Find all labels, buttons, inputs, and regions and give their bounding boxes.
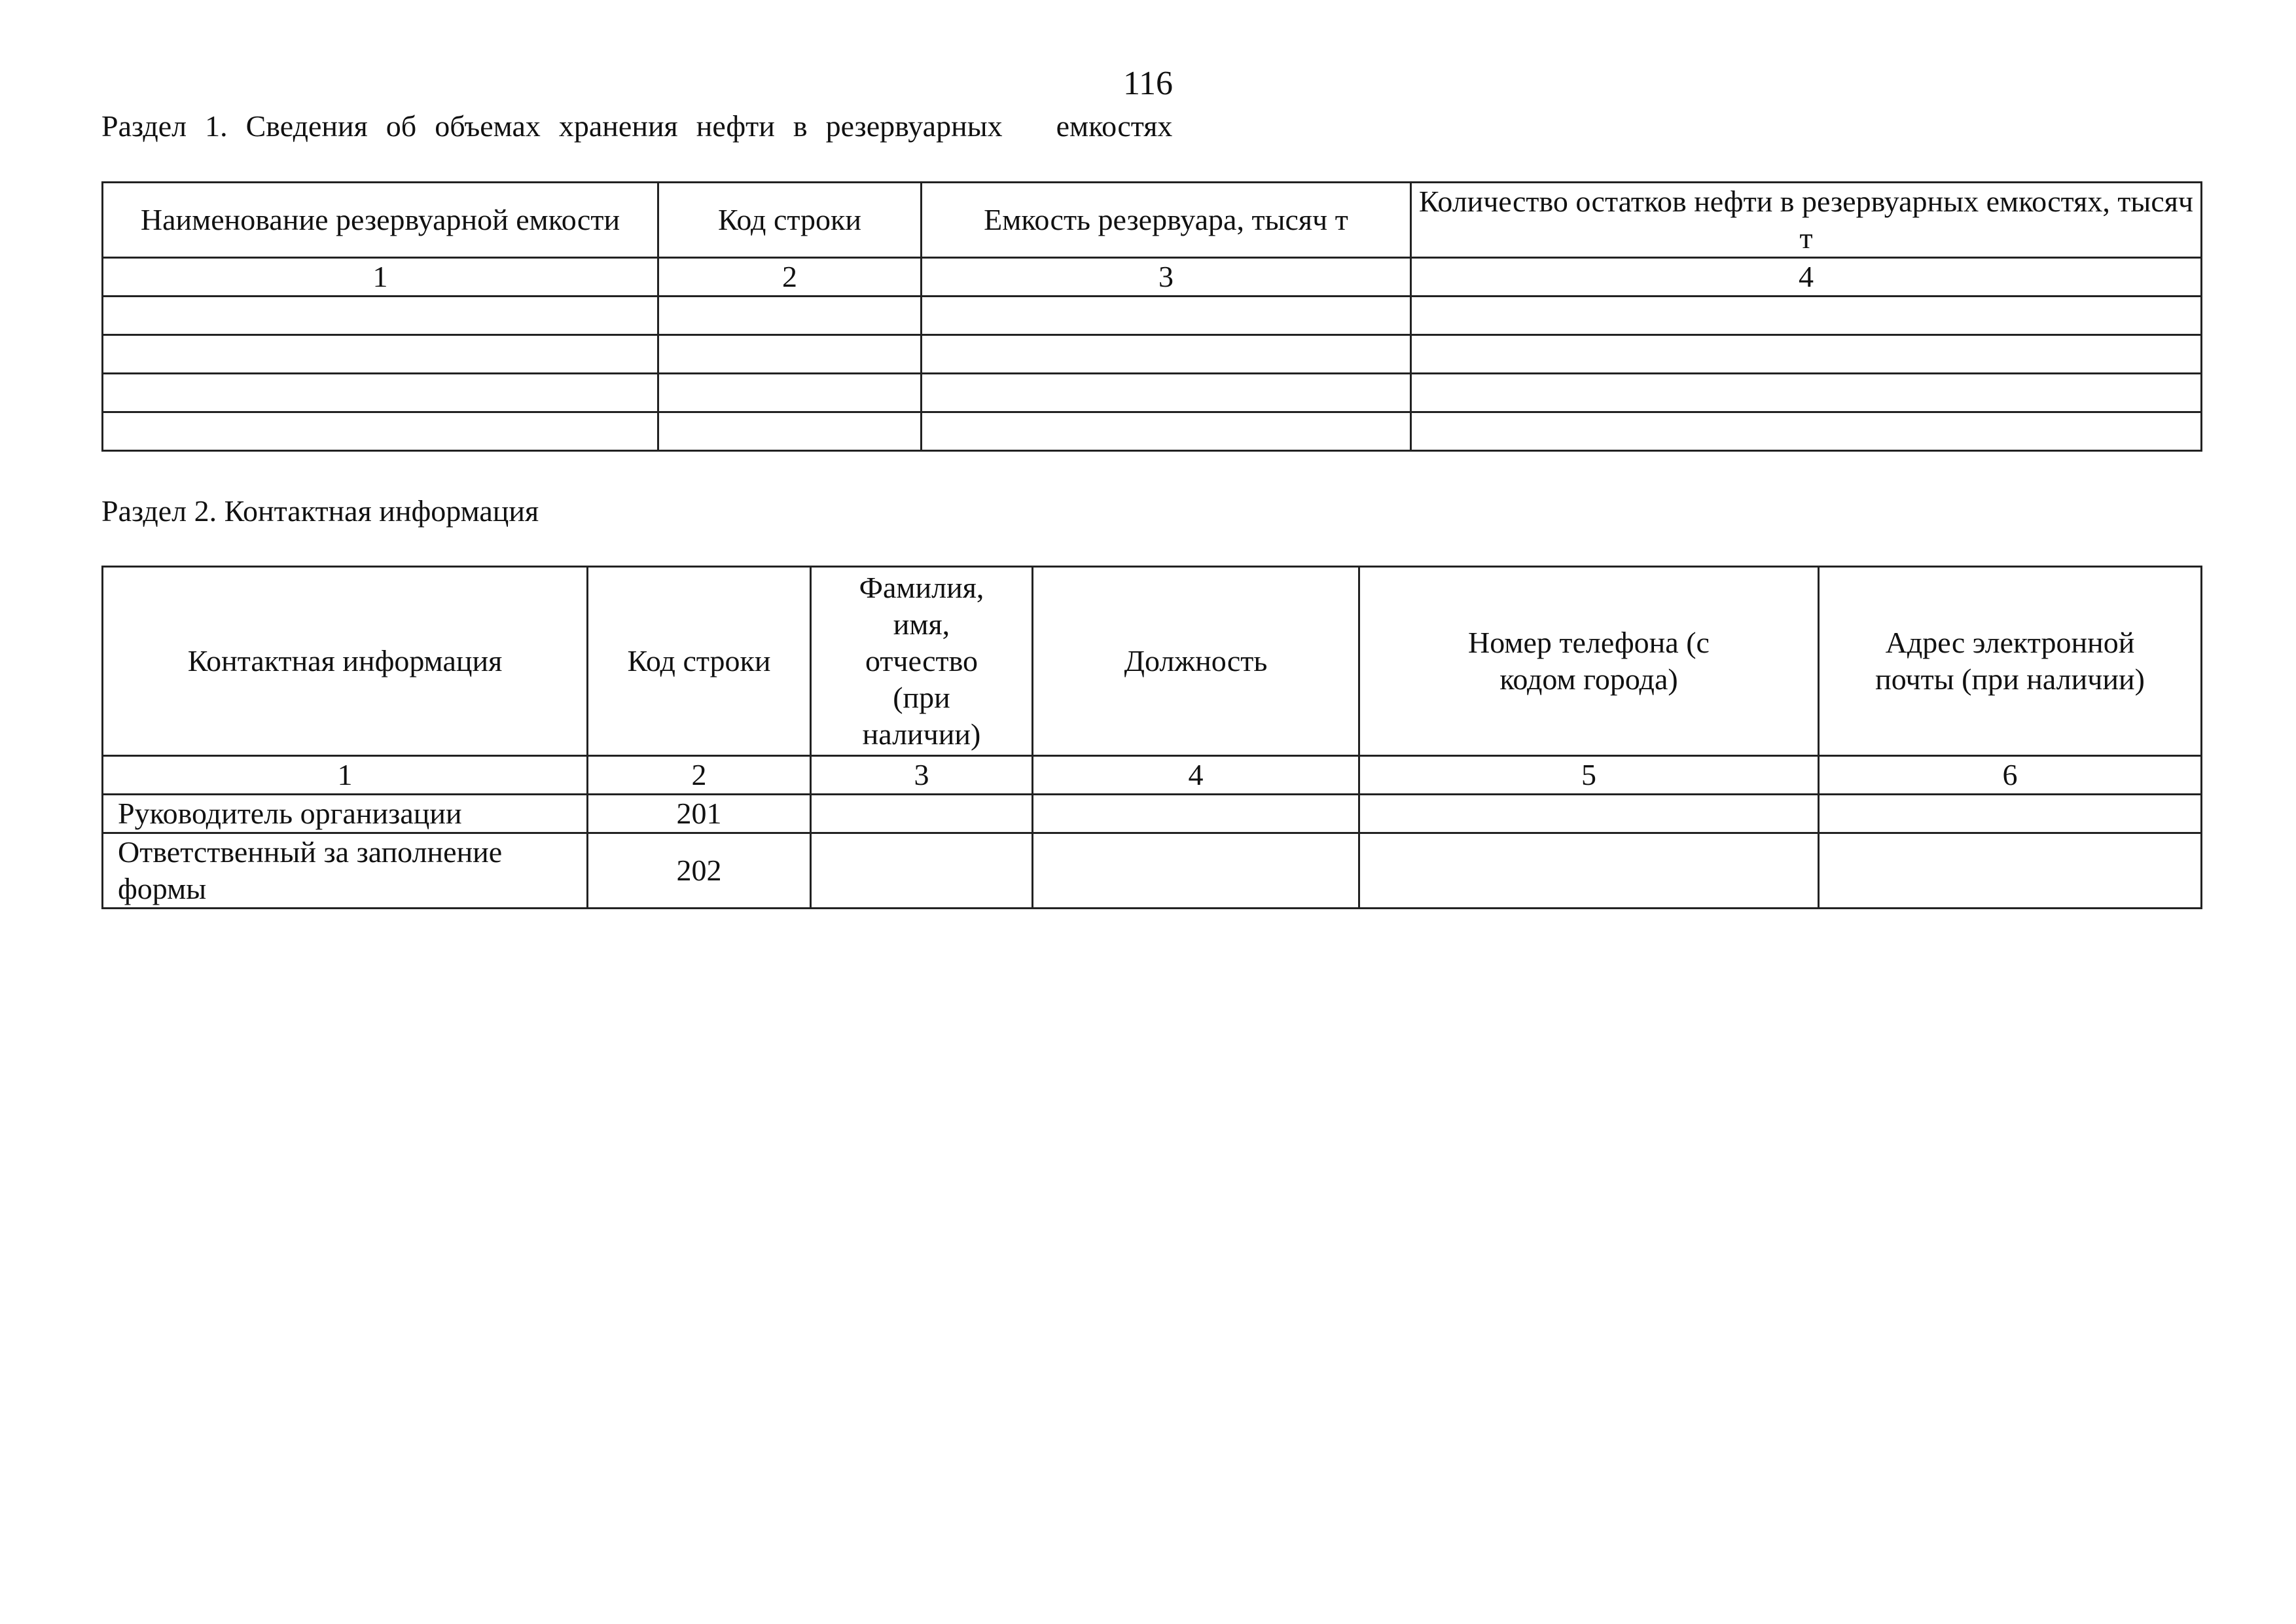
column-number: 2 [658, 258, 922, 297]
column-number: 1 [103, 258, 658, 297]
email-cell[interactable] [1819, 833, 2202, 909]
tank-name-cell[interactable] [103, 374, 658, 412]
position-cell[interactable] [1033, 795, 1359, 833]
heading-word: нефти [696, 109, 775, 143]
row-code-cell[interactable] [658, 412, 922, 451]
tank-capacity-cell[interactable] [922, 335, 1411, 374]
heading-word: хранения [558, 109, 678, 143]
phone-cell[interactable] [1359, 795, 1819, 833]
tank-name-cell[interactable] [103, 297, 658, 335]
email-cell[interactable] [1819, 795, 2202, 833]
table-row [103, 795, 2202, 833]
column-number: 4 [1033, 756, 1359, 795]
section-1-heading [101, 111, 1172, 141]
column-number-row [103, 258, 2202, 297]
tank-capacity-cell[interactable] [922, 412, 1411, 451]
row-code: 201 [588, 795, 811, 833]
phone-cell[interactable] [1359, 833, 1819, 909]
table-row [103, 335, 2202, 374]
column-header: Код строки [658, 183, 922, 258]
tank-name-cell[interactable] [103, 335, 658, 374]
tank-name-cell[interactable] [103, 412, 658, 451]
column-number-row [103, 756, 2202, 795]
column-header: Контактная информация [103, 567, 588, 756]
heading-word: об [386, 109, 417, 143]
position-cell[interactable] [1033, 833, 1359, 909]
column-header: Код строки [588, 567, 811, 756]
column-number: 6 [1819, 756, 2202, 795]
header-row [103, 567, 2202, 756]
oil-remainder-cell[interactable] [1411, 297, 2202, 335]
row-code-cell[interactable] [658, 297, 922, 335]
heading-word: емкостях [1056, 109, 1173, 143]
contact-row-label: Ответственный за заполнение формы [103, 833, 588, 909]
oil-remainder-cell[interactable] [1411, 335, 2202, 374]
table-row [103, 297, 2202, 335]
column-number: 3 [922, 258, 1411, 297]
contact-row-label: Руководитель организации [103, 795, 588, 833]
table-row [103, 374, 2202, 412]
tank-capacity-cell[interactable] [922, 374, 1411, 412]
oil-storage-table [101, 181, 2202, 452]
table-row [103, 412, 2202, 451]
heading-word: резервуарных [825, 109, 1003, 143]
column-header: Адрес электронной почты (при наличии) [1819, 567, 2202, 756]
heading-word: 1. [205, 109, 228, 143]
column-number: 5 [1359, 756, 1819, 795]
heading-word: Сведения [245, 109, 368, 143]
heading-word: в [793, 109, 808, 143]
heading-word: Раздел [101, 109, 187, 143]
oil-remainder-cell[interactable] [1411, 412, 2202, 451]
oil-remainder-cell[interactable] [1411, 374, 2202, 412]
column-header: Наименование резервуарной емкости [103, 183, 658, 258]
header-row [103, 183, 2202, 258]
full-name-cell[interactable] [811, 795, 1033, 833]
row-code: 202 [588, 833, 811, 909]
section-2-heading: Раздел 2. Контактная информация [101, 494, 539, 528]
column-header: Должность [1033, 567, 1359, 756]
column-header: Фамилия, имя, отчество (при наличии) [811, 567, 1033, 756]
row-code-cell[interactable] [658, 335, 922, 374]
contact-info-table [101, 566, 2202, 909]
tank-capacity-cell[interactable] [922, 297, 1411, 335]
table-row [103, 833, 2202, 909]
full-name-cell[interactable] [811, 833, 1033, 909]
column-header: Емкость резервуара, тысяч т [922, 183, 1411, 258]
page-number: 116 [1122, 65, 1174, 102]
column-header: Номер телефона (с кодом города) [1359, 567, 1819, 756]
heading-word: объемах [435, 109, 541, 143]
column-number: 3 [811, 756, 1033, 795]
column-number: 2 [588, 756, 811, 795]
column-header: Количество остатков нефти в резервуарных емкостях, тысяч т [1411, 183, 2202, 258]
column-number: 4 [1411, 258, 2202, 297]
column-number: 1 [103, 756, 588, 795]
row-code-cell[interactable] [658, 374, 922, 412]
